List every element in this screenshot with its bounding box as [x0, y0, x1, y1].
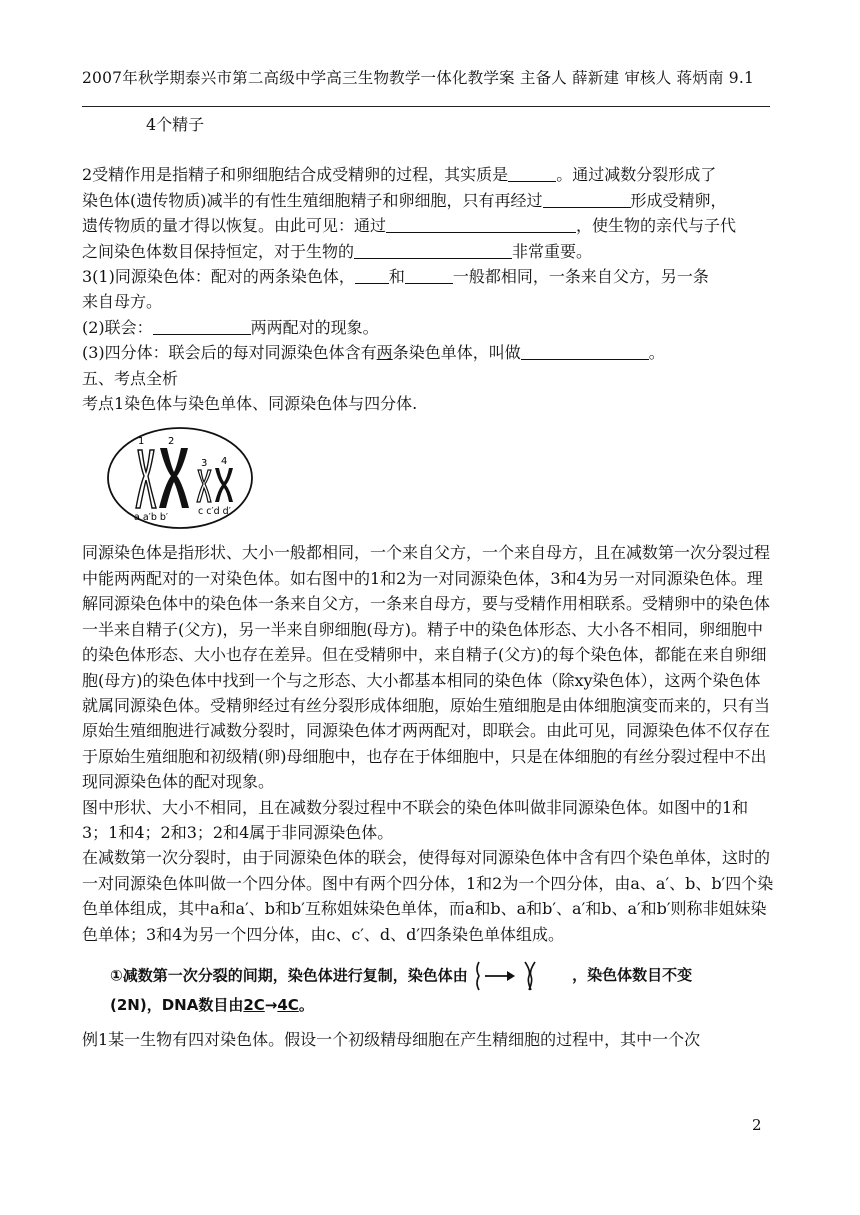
label-1: 1: [138, 436, 145, 448]
fill-blank[interactable]: [508, 165, 556, 182]
example-1: 例1某一生物有四对染色体。假设一个初级精母细胞在产生精细胞的过程中，其中一个次: [82, 1029, 701, 1049]
chromosome-1: [136, 450, 156, 508]
interphase-line-1: ①减数第一次分裂的间期，染色体进行复制，染色体由 ，染色体数目不变: [110, 959, 774, 993]
question-3-1-line2: 来自母方。: [82, 292, 163, 312]
question-2: 2受精作用是指精子和卵细胞结合成受精卵的过程，其实质是 。通过减数分裂形成了: [82, 165, 717, 185]
chromosome-3: [197, 470, 211, 502]
paragraph-non-homologous: 图中形状、大小不相同，且在减数分裂过程中不联会的染色体叫做非同源染色体。如图中的1和3；1和4；2和3；2和4属于非同源染色体。: [82, 797, 749, 842]
fill-blank[interactable]: [354, 242, 512, 259]
fill-blank[interactable]: [543, 191, 631, 208]
chromosome-4: [215, 468, 233, 502]
label-2: 2: [168, 436, 175, 448]
blank-line: [82, 137, 774, 162]
question-2-line2: 染色体(遗传物质)减半的有性生殖细胞精子和卵细胞，只有再经过 形成受精卵，: [82, 190, 727, 210]
label-4: 4: [221, 456, 228, 468]
question-2-line3: 遗传物质的量才得以恢复。由此可见：通过 ，使生物的亲代与子代: [82, 216, 737, 236]
label-3: 3: [201, 458, 208, 470]
chromosome-2: [159, 448, 189, 508]
question-3-2: (2)联会： 两两配对的现象。: [82, 317, 379, 337]
continuation-line: 4个精子: [146, 115, 205, 134]
header-rule: [82, 106, 770, 107]
fill-blank[interactable]: [153, 318, 251, 335]
question-3-1: 3(1)同源染色体：配对的两条染色体， 和 一般都相同，一条来自父方，另一条: [82, 267, 709, 287]
question-2-line4: 之间染色体数目保持恒定，对于生物的 非常重要。: [82, 241, 593, 261]
paragraph-tetrad: 在减数第一次分裂时，由于同源染色体的联会，使得每对同源染色体中含有四个染色单体，这时的一对同源染色体叫做一个四分体。图中有两个四分体，1和2为一个四分体，由a、a′、b、b′四个染色单体组成，其中a和a′、b和b′互称姐妹染色单体，而a和b、a和b′、a′和b、a′和b′则称非姐妹染色单体；3和4为另一个四分体，由c、c′、d、d′四条染色单体组成。: [82, 848, 774, 944]
chromosome-replication-icon: [473, 959, 553, 993]
fill-blank[interactable]: [386, 216, 576, 233]
document-body: [82, 112, 774, 1052]
question-3-3: (3)四分体：联会后的每对同源染色体含有两条染色单体，叫做 。: [82, 343, 665, 363]
label-chromatids-cd: c c′d d′: [198, 506, 231, 518]
interphase-line-2: (2N)，DNA数目由2C→4C。: [110, 995, 314, 1014]
page-header: 2007年秋学期泰兴市第二高级中学高三生物教学一体化教学案 主备人 薛新建 审核人 蒋炳南 9.1: [82, 69, 755, 87]
fill-blank[interactable]: [405, 267, 453, 284]
interphase-figure: [82, 959, 774, 1017]
keypoint-heading: 考点1染色体与染色单体、同源染色体与四分体.: [82, 394, 418, 414]
page-number: 2: [752, 1116, 762, 1134]
fill-blank[interactable]: [355, 267, 389, 284]
paragraph-homologous: 同源染色体是指形状、大小一般都相同，一个来自父方，一个来自母方，且在减数第一次分裂过程中能两两配对的一对染色体。如右图中的1和2为一对同源染色体，3和4为另一对同源染色体。理解同源染色体中的染色体一条来自父方，一条来自母方，要与受精作用相联系。受精卵中的染色体一半来自精子(父方)，另一半来自卵细胞(母方)。精子中的染色体形态、大小各不相同，卵细胞中的染色体形态、大小也存在差异。但在受精卵中，来自精子(父方)的每个染色体，都能在来自卵细胞(母方)的染色体中找到一个与之形态、大小都基本相同的染色体（除xy染色体），这两个染色体就属同源染色体。受精卵经过有丝分裂形成体细胞，原始生殖细胞是由体细胞演变而来的，只有当原始生殖细胞进行减数分裂时，同源染色体才两两配对，即联会。由此可见，同源染色体不仅存在于原始生殖细胞和初级精(卵)母细胞中，也存在于体细胞中，只是在体细胞的有丝分裂过程中不出现同源染色体的配对现象。: [82, 543, 771, 792]
label-chromatids-ab: a a′b b′: [134, 512, 169, 524]
fill-blank[interactable]: [521, 343, 649, 360]
section-heading: 五、考点全析: [82, 368, 179, 388]
chromosome-cell-figure: [104, 422, 256, 532]
